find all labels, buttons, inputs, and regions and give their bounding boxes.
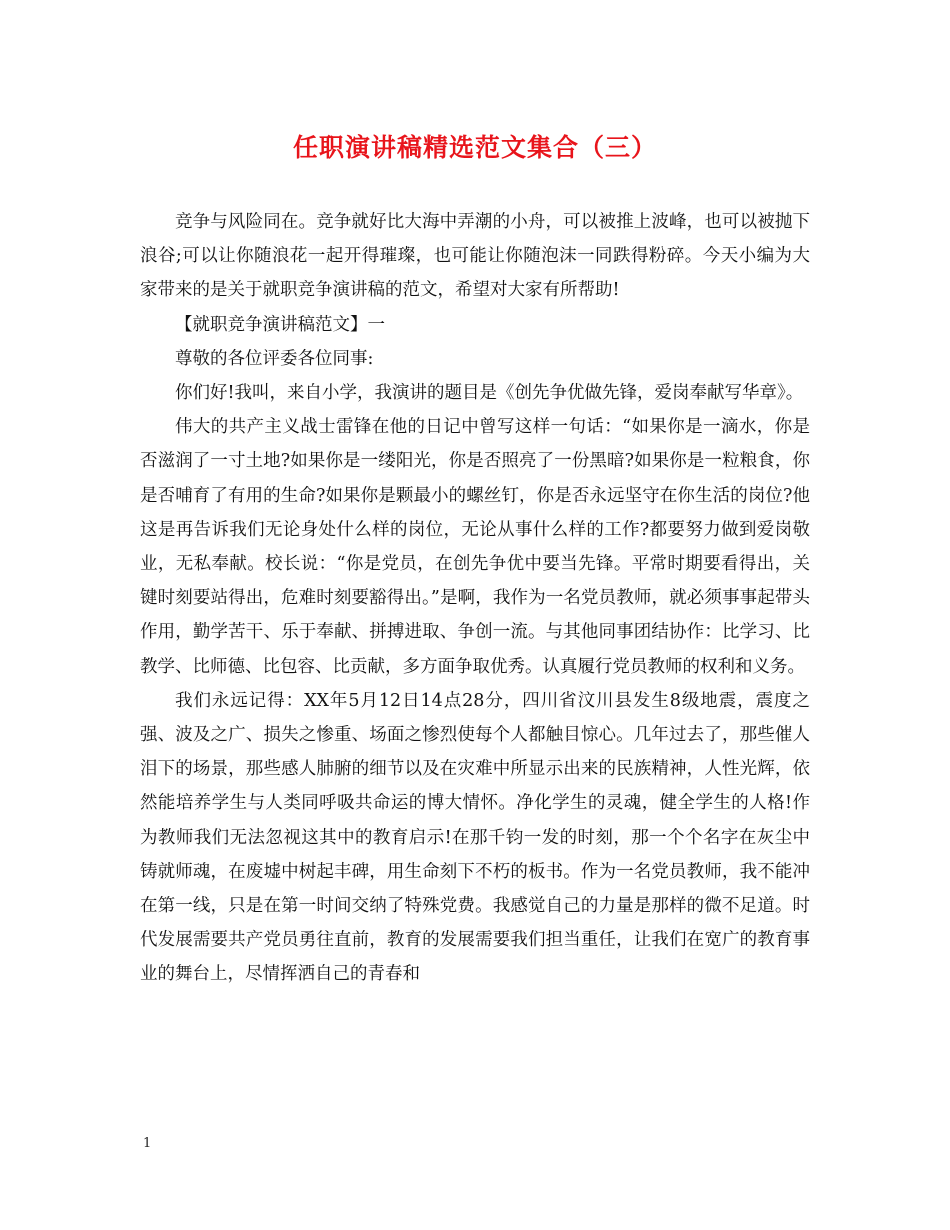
paragraph-greeting: 你们好!我叫，来自小学，我演讲的题目是《创先争优做先锋，爱岗奉献写华章》。 [175, 383, 804, 404]
paragraph-salutation: 尊敬的各位评委各位同事: [175, 348, 374, 369]
paragraph-leifeng: 伟大的共产主义战士雷锋在他的日记中曾写这样一句话：“如果你是一滴水，你是否滋润了一寸土地?如果你是一缕阳光，你是否照亮了一份黑暗?如果你是一粒粮食，你是否哺育了有用的生命?如果你是颗最小的螺丝钉，你是否永远坚守在你生活的岗位?他这是再告诉我们无论身处什么样的岗位，无论从事什么样的工作?都要努力做到爱岗敬业，无私奉献。校长说：“你是党员，在创先争优中要当先锋。平常时期要看得出，关键时刻要站得出，危难时刻要豁得出。”是啊，我作为一名党员教师，就必须事事起带头作用，勤学苦干、乐于奉献、拼搏进取、争创一流。与其他同事团结协作：比学习、比教学、比师德、比包容、比贡献，多方面争取优秀。认真履行党员教师的权利和义务。 [140, 417, 810, 677]
document-title: 任职演讲稿精选范文集合（三） [292, 133, 657, 162]
document-body [140, 205, 810, 992]
page-number: 1 [143, 1136, 152, 1151]
paragraph-section-heading: 【就职竞争演讲稿范文】一 [175, 314, 385, 335]
paragraph-earthquake: 我们永远记得：XX年5月12日14点28分，四川省汶川县发生8级地震，震度之强、波及之广、损失之惨重、场面之惨烈使每个人都触目惊心。几年过去了，那些催人泪下的场景，那些感人肺腑的细节以及在灾难中所显示出来的民族精神，人性光辉，依然能培养学生与人类同呼吸共命运的博大情怀。净化学生的灵魂，健全学生的人格!作为教师我们无法忽视这其中的教育启示!在那千钧一发的时刻，那一个个名字在灰尘中铸就师魂，在废墟中树起丰碑，用生命刻下不朽的板书。作为一名党员教师，我不能冲在第一线，只是在第一时间交纳了特殊党费。我感觉自己的力量是那样的微不足道。时代发展需要共产党员勇往直前，教育的发展需要我们担当重任，让我们在宽广的教育事业的舞台上，尽情挥洒自己的青春和 [140, 690, 810, 985]
paragraph-intro: 竞争与风险同在。竞争就好比大海中弄潮的小舟，可以被推上波峰，也可以被抛下浪谷;可以让你随浪花一起开得璀璨，也可能让你随泡沫一同跌得粉碎。今天小编为大家带来的是关于就职竞争演讲稿的范文，希望对大家有所帮助! [140, 212, 810, 301]
